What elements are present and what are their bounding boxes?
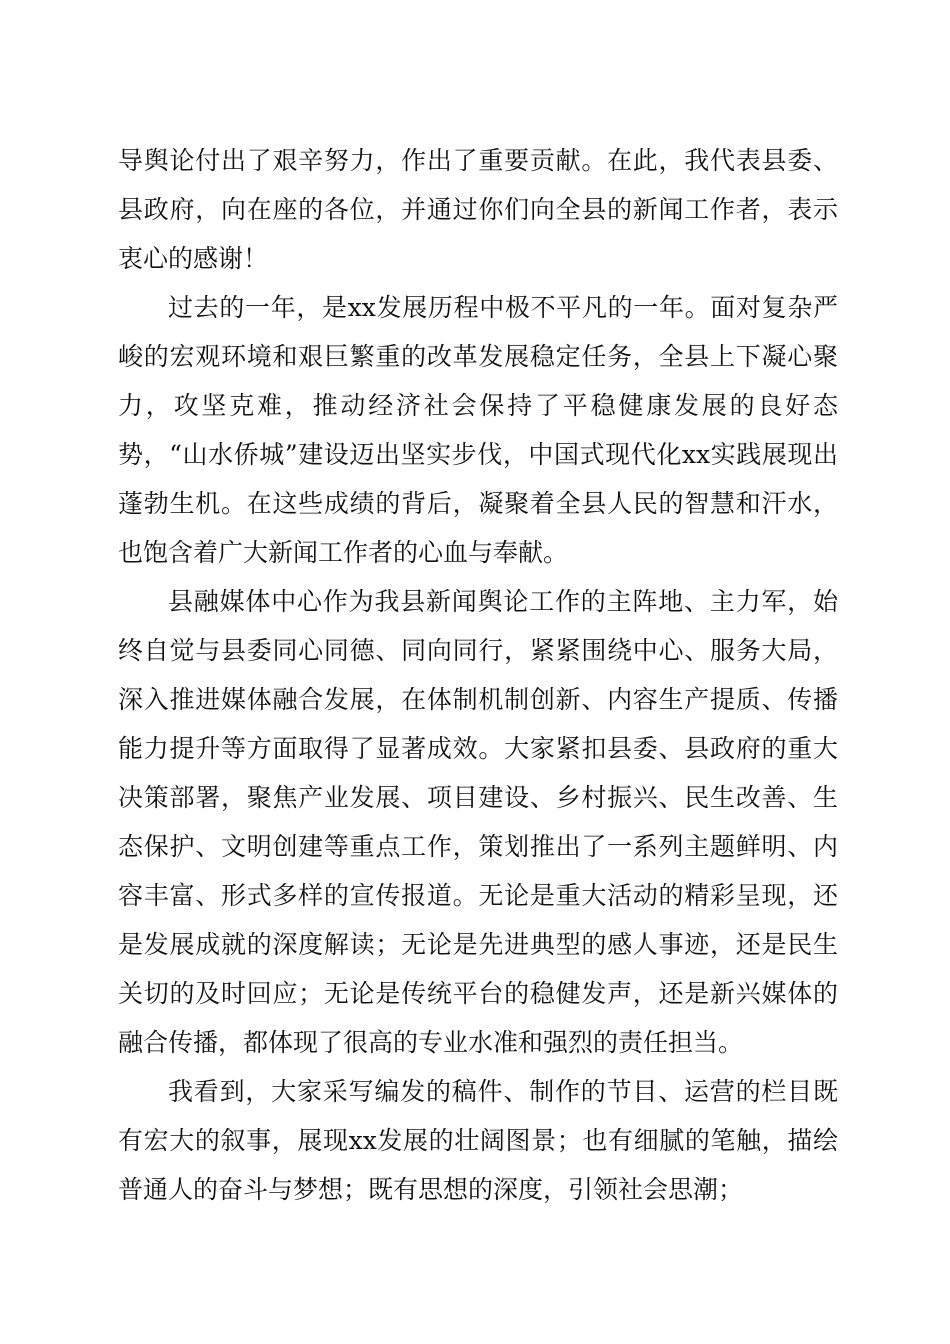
paragraph-continuation: 导舆论付出了艰辛努力，作出了重要贡献。在此，我代表县委、县政府，向在座的各位，并通过你们向全县的新闻工作者，表示衷心的感谢！ <box>118 146 838 273</box>
document-body <box>118 136 838 1214</box>
paragraph-past-year: 过去的一年，是xx发展历程中极不平凡的一年。面对复杂严峻的宏观环境和艰巨繁重的改革发展稳定任务，全县上下凝心聚力，攻坚克难，推动经济社会保持了平稳健康发展的良好态势，“山水侨城”建设迈出坚实步伐，中国式现代化xx实践展现出蓬勃生机。在这些成绩的背后，凝聚着全县人民的智慧和汗水，也饱含着广大新闻工作者的心血与奉献。 <box>118 293 838 567</box>
paragraph-media-center: 县融媒体中心作为我县新闻舆论工作的主阵地、主力军，始终自觉与县委同心同德、同向同行，紧紧围绕中心、服务大局，深入推进媒体融合发展，在体制机制创新、内容生产提质、传播能力提升等方面取得了显著成效。大家紧扣县委、县政府的重大决策部署，聚焦产业发展、项目建设、乡村振兴、民生改善、生态保护、文明创建等重点工作，策划推出了一系列主题鲜明、内容丰富、形式多样的宣传报道。无论是重大活动的精彩呈现，还是发展成就的深度解读；无论是先进典型的感人事迹，还是民生关切的及时回应；无论是传统平台的稳健发声，还是新兴媒体的融合传播，都体现了很高的专业水准和强烈的责任担当。 <box>118 587 838 1057</box>
paragraph-work-highlights: 我看到，大家采写编发的稿件、制作的节目、运营的栏目既有宏大的叙事，展现xx发展的壮阔图景；也有细腻的笔触，描绘普通人的奋斗与梦想；既有思想的深度，引领社会思潮； <box>118 1077 838 1204</box>
